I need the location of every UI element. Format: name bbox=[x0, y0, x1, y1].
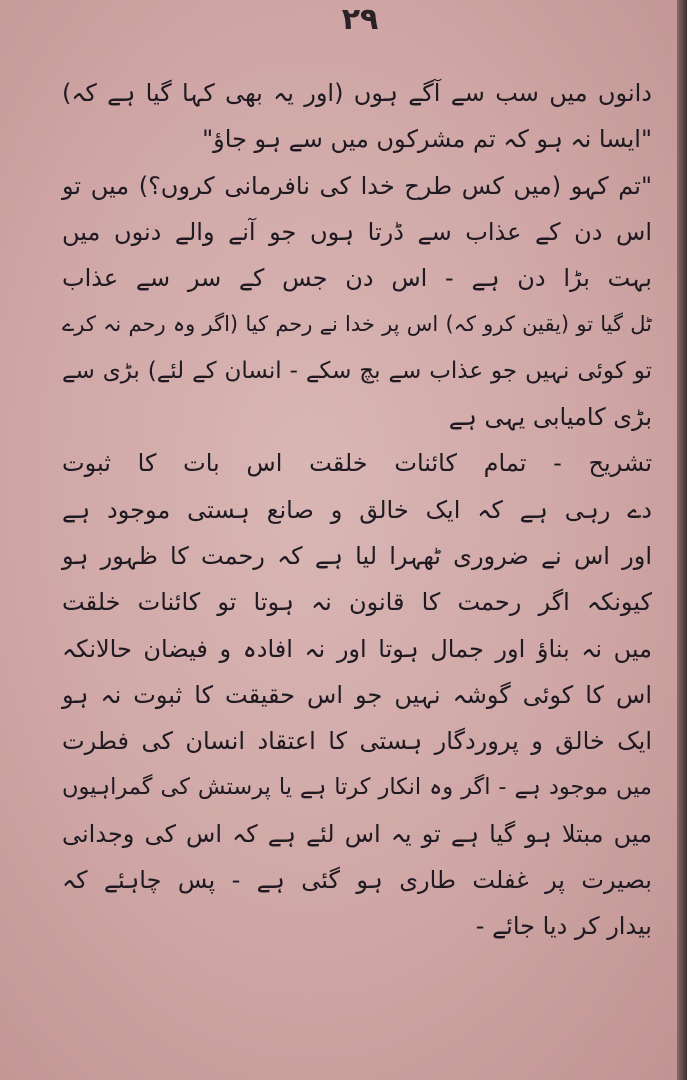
text-line: اور اس نے ضروری ٹھہرا لیا ہے کہ رحمت کا ظہور ہو bbox=[62, 541, 652, 570]
page-number: ۲۹ bbox=[341, 2, 379, 37]
text-line: دے رہی ہے کہ ایک خالق و صانع ہستی موجود ہے bbox=[62, 495, 652, 524]
text-line: تو کوئی نہیں جو عذاب سے بچ سکے - انسان کے لئے) بڑی سے bbox=[62, 357, 652, 384]
page-spine-shadow bbox=[677, 0, 687, 1080]
text-line: بصیرت پر غفلت طاری ہو گئی ہے - پس چاہئے کہ bbox=[62, 866, 652, 895]
text-line: کیونکہ اگر رحمت کا قانون نہ ہوتا تو کائنات خلقت bbox=[62, 588, 652, 617]
text-line: "ایسا نہ ہو کہ تم مشرکوں میں سے ہو جاؤ" bbox=[202, 125, 652, 154]
text-line: میں مبتلا ہو گیا ہے تو یہ اس لئے ہے کہ اس کی وجدانی bbox=[62, 819, 652, 848]
text-line: میں نہ بناؤ اور جمال ہوتا اور نہ افادہ و فیضان حالانکہ bbox=[62, 634, 652, 663]
text-line: تشریح - تمام کائنات خلقت اس بات کا ثبوت bbox=[62, 449, 652, 478]
text-line: ایک خالق و پروردگار ہستی کا اعتقاد انسان کی فطرت bbox=[62, 727, 652, 756]
text-line: ٹل گیا تو (یقین کرو کہ) اس پر خدا نے رحم کیا (اگر وہ رحم نہ کرے bbox=[62, 312, 652, 337]
text-line: بہت بڑا دن ہے - اس دن جس کے سر سے عذاب bbox=[62, 264, 652, 293]
text-line: بیدار کر دیا جائے - bbox=[475, 912, 652, 941]
text-line: بڑی کامیابی یہی ہے bbox=[448, 403, 652, 432]
text-line: میں موجود ہے - اگر وہ انکار کرتا ہے یا پرستش کی گمراہیوں bbox=[62, 774, 652, 801]
page-body-text bbox=[62, 70, 652, 950]
text-line: اس کا کوئی گوشہ نہیں جو اس حقیقت کا ثبوت نہ ہو bbox=[62, 680, 652, 709]
text-line: "تم کہو (میں کس طرح خدا کی نافرمانی کروں؟) میں تو bbox=[62, 171, 652, 200]
text-line: دانوں میں سب سے آگے ہوں (اور یہ بھی کہا گیا ہے کہ) bbox=[62, 79, 652, 107]
text-line: اس دن کے عذاب سے ڈرتا ہوں جو آنے والے دنوں میں bbox=[62, 217, 652, 246]
